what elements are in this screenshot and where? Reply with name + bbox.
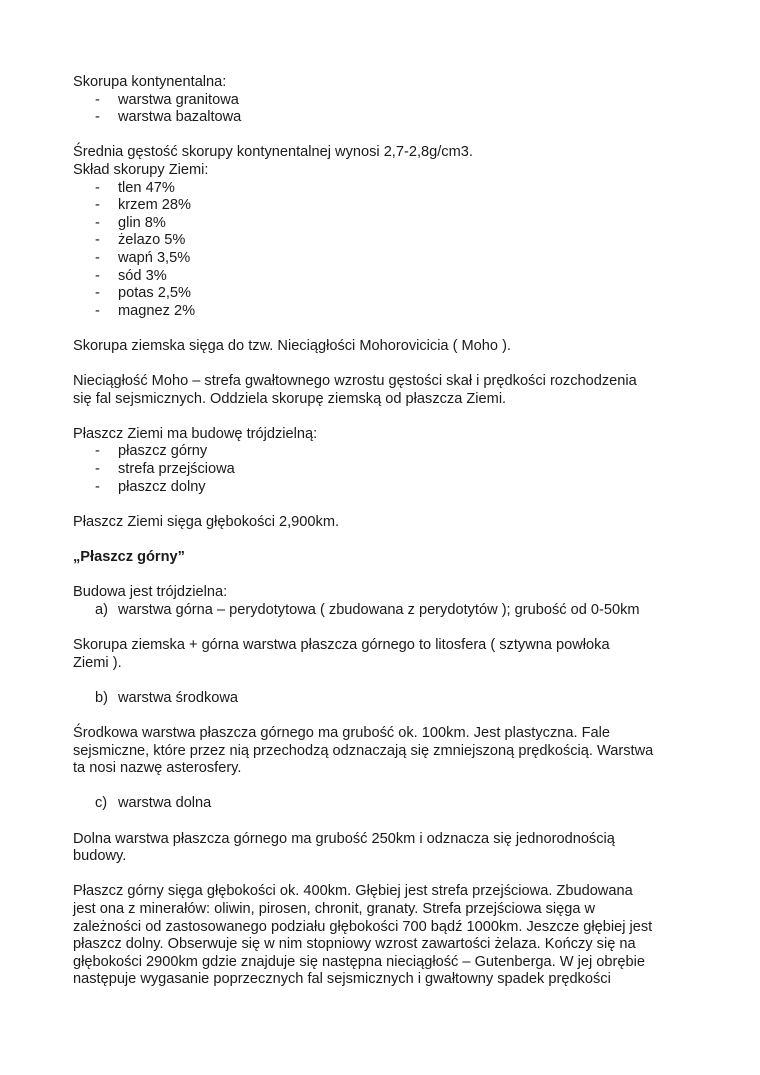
paragraph-line: Płaszcz górny sięga głębokości ok. 400km. Głębiej jest strefa przejściowa. Zbudowana [73,883,633,900]
paragraph-line: zależności od zastosowanego podziału głębokości 700 bądź 1000km. Jeszcze głębiej jest [73,918,653,935]
paragraph-line: głębokości 2900km gdzie znajduje się następna nieciągłość – Gutenberga. W jej obrębie [73,953,645,970]
list-item: - glin 8% [95,214,166,231]
spacer [73,320,693,338]
dash-marker: - [95,179,100,196]
list-item: - warstwa granitowa [95,91,239,108]
paragraph-line: się fal sejsmicznych. Oddziela skorupę ziemską od płaszcza Ziemi. [73,390,507,407]
spacer [73,127,693,145]
list-item: c) warstwa dolna [95,795,212,812]
list-item: - płaszcz górny [95,443,208,460]
dash-marker: - [95,91,100,108]
dash-marker: - [95,109,100,126]
paragraph-line: płaszcz dolny. Obserwuje się w nim stopniowy wzrost zawartości żelaza. Kończy się na [73,936,636,953]
paragraph: Skorupa ziemska sięga do tzw. Nieciągłości Mohorovicicia ( Moho ). [73,337,511,354]
list-item: - krzem 28% [95,197,191,214]
list-marker: a) [95,601,108,618]
list-item: - sód 3% [95,267,167,284]
list-item: - płaszcz dolny [95,478,206,495]
list-item: - potas 2,5% [95,285,192,302]
spacer [73,496,693,514]
dash-marker: - [95,232,100,249]
paragraph-line: budowy. [73,848,127,865]
paragraph-line: Ziemi ). [73,654,122,671]
spacer [73,707,693,725]
paragraph-line: Dolna warstwa płaszcza górnego ma grubość 250km i odznacza się jednorodnością [73,830,615,847]
dash-marker: - [95,443,100,460]
list-item: - warstwa bazaltowa [95,109,242,126]
paragraph-line: Skorupa ziemska + górna warstwa płaszcza górnego to litosfera ( sztywna powłoka [73,637,610,653]
paragraph-line: ta nosi nazwę asterosfery. [73,760,242,777]
document-body [73,74,693,989]
list-item: b) warstwa środkowa [95,689,239,706]
spacer [73,672,693,690]
list-item: - wapń 3,5% [95,249,191,266]
list-marker: c) [95,795,108,812]
list-item: a) warstwa górna – perydotytowa ( zbudowana z perydotytów ); grubość od 0-50km [95,601,640,618]
list-item: - strefa przejściowa [95,461,235,478]
paragraph-line: jest ona z minerałów: oliwin, pirosen, chronit, granaty. Strefa przejściowa sięga w [73,900,596,917]
dash-marker: - [95,461,100,478]
spacer [73,408,693,426]
paragraph-line: Nieciągłość Moho – strefa gwałtownego wzrostu gęstości skał i prędkości rozchodzenia [73,373,637,390]
paragraph-line: następuje wygasanie poprzecznych fal sejsmicznych i gwałtowny spadek prędkości [73,971,611,988]
spacer [73,356,693,374]
paragraph: Płaszcz Ziemi ma budowę trójdzielną: [73,425,318,442]
paragraph: Budowa jest trójdzielna: [73,584,228,601]
spacer [73,619,693,637]
list-item: - żelazo 5% [95,232,186,249]
dash-marker: - [95,285,100,302]
list-marker: b) [95,689,108,706]
paragraph: Skład skorupy Ziemi: [73,161,209,178]
section-heading: „Płaszcz górny” [73,549,185,566]
dash-marker: - [95,478,100,495]
dash-marker: - [95,214,100,231]
paragraph-line: sejsmiczne, które przez nią przechodzą odznaczają się zmniejszoną prędkością. Warstwa [73,742,654,759]
paragraph-line: Środkowa warstwa płaszcza górnego ma grubość ok. 100km. Jest plastyczna. Fale [73,724,610,741]
spacer [73,778,693,796]
paragraph: Średnia gęstość skorupy kontynentalnej wynosi 2,7-2,8g/cm3. [73,144,473,161]
spacer [73,531,693,549]
dash-marker: - [95,267,100,284]
paragraph: Skorupa kontynentalna: [73,74,227,90]
paragraph: Płaszcz Ziemi sięga głębokości 2,900km. [73,513,340,530]
list-item: - magnez 2% [95,302,196,319]
dash-marker: - [95,197,100,214]
spacer [73,567,693,585]
dash-marker: - [95,302,100,319]
list-item: - tlen 47% [95,179,175,196]
spacer [73,813,693,831]
spacer [73,866,693,884]
dash-marker: - [95,249,100,266]
